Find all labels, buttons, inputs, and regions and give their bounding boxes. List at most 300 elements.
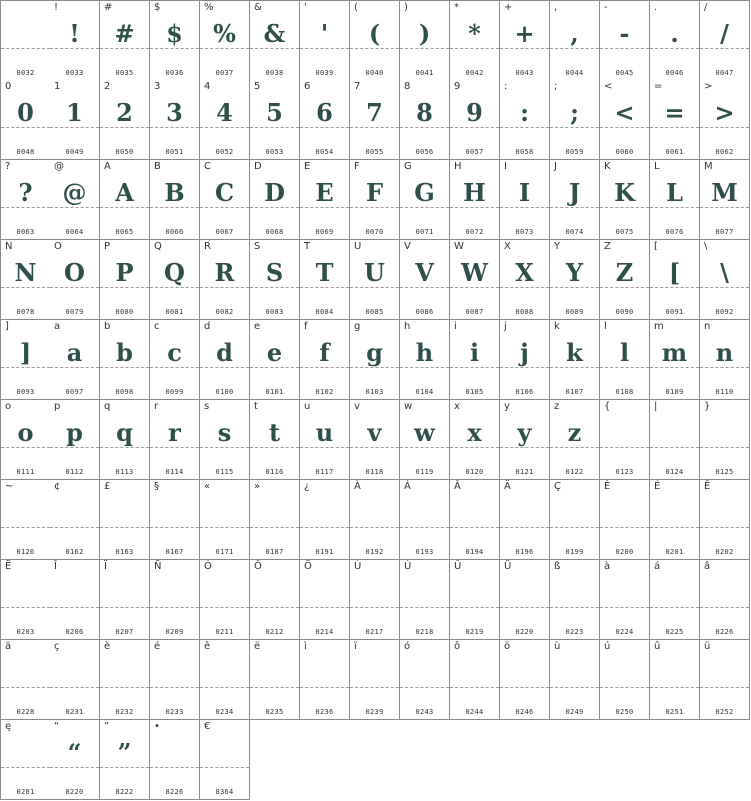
glyph-char-label: 1 [54,81,61,92]
glyph-char-label: ü [704,641,711,652]
glyph-char-label: ¢ [54,481,61,492]
glyph-cell [50,720,100,800]
glyph-sample-text: N [15,256,37,290]
glyph-code: 0076 [665,228,684,236]
glyph-code: 0040 [365,69,384,77]
glyph-char-label: < [604,81,613,92]
glyph-sample [100,17,149,51]
glyph-char-label: Q [154,241,162,252]
glyph-cell [100,0,150,81]
glyph-code: 8364 [215,788,234,796]
glyph-cell [150,0,200,81]
glyph-code: 0228 [16,708,35,716]
glyph-code: 0106 [515,388,534,396]
glyph-sample-text: v [368,416,382,450]
glyph-code: 0220 [515,628,534,636]
glyph-code: 0075 [615,228,634,236]
glyph-sample-text: W [461,256,488,290]
glyph-sample [50,736,99,770]
glyph-char-label: g [354,321,361,332]
glyph-code: 0121 [515,468,534,476]
glyph-char-label: Û [454,561,462,572]
glyph-char-label: > [704,81,713,92]
glyph-code: 0032 [16,69,35,77]
glyph-char-label: ę [5,721,12,732]
glyph-code: 0236 [315,708,334,716]
glyph-code: 0082 [215,308,234,316]
baseline-guide [300,687,349,688]
glyph-cell [500,320,550,400]
glyph-sample [400,256,449,290]
glyph-char-label: p [54,401,61,412]
glyph-code: 0211 [215,628,234,636]
glyph-sample-text: u [316,416,333,450]
glyph-cell [700,320,750,400]
glyph-sample [500,96,549,130]
glyph-char-label: C [204,161,211,172]
glyph-cell [150,80,200,160]
glyph-code: 0246 [515,708,534,716]
baseline-guide [600,607,649,608]
glyph-sample [500,336,549,370]
glyph-cell [50,80,100,160]
glyph-char-label: u [304,401,311,412]
glyph-cell [350,560,400,640]
glyph-cell [100,80,150,160]
glyph-char-label: ? [5,161,11,172]
baseline-guide [550,607,599,608]
baseline-guide [600,527,649,528]
glyph-cell [600,160,650,240]
glyph-char-label: L [654,161,660,172]
glyph-cell [700,80,750,160]
glyph-cell [300,160,350,240]
glyph-code: 0077 [715,228,734,236]
glyph-sample-text: = [664,96,684,130]
glyph-sample [150,256,199,290]
glyph-char-label: ô [454,641,461,652]
glyph-code: 0055 [365,148,384,156]
glyph-cell [500,560,550,640]
glyph-char-label: e [254,321,261,332]
glyph-cell [150,320,200,400]
baseline-guide [50,527,99,528]
glyph-char-label: 8 [404,81,411,92]
glyph-cell [650,320,700,400]
glyph-cell [450,240,500,320]
glyph-sample [300,176,349,210]
glyph-char-label: f [304,321,308,332]
glyph-cell [250,80,300,160]
glyph-cell [500,80,550,160]
glyph-code: 0038 [265,69,284,77]
glyph-code: 0069 [315,228,334,236]
glyph-sample-text: 8 [416,96,433,130]
glyph-code: 0051 [165,148,184,156]
glyph-sample-text: Y [566,256,583,290]
glyph-cell [0,640,51,720]
glyph-sample-text: l [620,336,629,370]
glyph-cell [550,560,600,640]
glyph-sample-text: S [266,256,283,290]
glyph-code: 0162 [65,548,84,556]
baseline-guide [450,687,499,688]
glyph-sample-text: q [116,416,133,450]
glyph-sample [50,256,99,290]
glyph-char-label: Ù [354,561,362,572]
glyph-char-label: / [704,2,708,13]
glyph-code: 0042 [465,69,484,77]
glyph-cell [250,240,300,320]
glyph-sample [450,96,499,130]
glyph-char-label: % [204,2,214,13]
baseline-guide [150,687,199,688]
glyph-sample [50,416,99,450]
glyph-code: 0234 [215,708,234,716]
glyph-code: 0081 [165,308,184,316]
glyph-cell [450,160,500,240]
glyph-cell [700,160,750,240]
baseline-guide [550,527,599,528]
glyph-cell [200,80,250,160]
glyph-code: 0122 [565,468,584,476]
baseline-guide [150,767,199,768]
glyph-cell [200,320,250,400]
glyph-char-label: $ [154,2,161,13]
glyph-sample [200,96,249,130]
glyph-code: 0036 [165,69,184,77]
glyph-char-label: ú [604,641,611,652]
glyph-code: 0224 [615,628,634,636]
glyph-sample [650,17,699,51]
glyph-sample-text: m [662,336,687,370]
baseline-guide [450,607,499,608]
glyph-cell [150,480,200,560]
glyph-code: 0200 [615,548,634,556]
baseline-guide [650,607,699,608]
glyph-char-label: h [404,321,411,332]
glyph-code: 0084 [315,308,334,316]
glyph-sample [550,336,599,370]
glyph-char-label: t [254,401,258,412]
glyph-sample [1,96,50,130]
glyph-cell [50,480,100,560]
glyph-code: 0187 [265,548,284,556]
glyph-cell [300,80,350,160]
glyph-sample [100,336,149,370]
glyph-sample-text: I [519,176,530,210]
glyph-char-label: w [404,401,413,412]
glyph-sample-text: ” [118,736,132,770]
glyph-cell [400,480,450,560]
glyph-sample-text: K [614,176,635,210]
glyph-cell [200,480,250,560]
glyph-code: 0056 [415,148,434,156]
glyph-code: 0050 [115,148,134,156]
glyph-cell [100,240,150,320]
glyph-char-label: F [354,161,360,172]
glyph-code: 0088 [515,308,534,316]
baseline-guide [400,527,449,528]
glyph-cell [200,160,250,240]
glyph-code: 0044 [565,69,584,77]
baseline-guide [200,687,249,688]
baseline-guide [1,48,50,49]
glyph-code: 0250 [615,708,634,716]
baseline-guide [150,527,199,528]
glyph-code: 0045 [615,69,634,77]
glyph-char-label: 0 [5,81,12,92]
glyph-code: 0114 [165,468,184,476]
glyph-cell [450,640,500,720]
glyph-sample [300,416,349,450]
glyph-sample-text: 2 [116,96,133,130]
glyph-code: 0163 [115,548,134,556]
glyph-cell [100,720,150,800]
glyph-char-label: ï [354,641,357,652]
glyph-sample [400,336,449,370]
glyph-sample [700,176,749,210]
glyph-code: 0078 [16,308,35,316]
glyph-code: 0108 [615,388,634,396]
glyph-cell [500,480,550,560]
glyph-sample-text: ! [69,17,80,51]
glyph-sample [1,176,50,210]
glyph-sample-text: 0 [17,96,34,130]
glyph-sample [300,256,349,290]
baseline-guide [200,527,249,528]
glyph-code: 0085 [365,308,384,316]
glyph-char-label: G [404,161,412,172]
glyph-char-label: v [354,401,360,412]
glyph-sample-text: n [716,336,733,370]
glyph-code: 0124 [665,468,684,476]
glyph-cell [550,240,600,320]
glyph-code: 0196 [515,548,534,556]
glyph-sample-text: ) [419,17,430,51]
glyph-sample [550,17,599,51]
glyph-sample [300,96,349,130]
glyph-cell [300,640,350,720]
baseline-guide [400,607,449,608]
glyph-sample-text: k [566,336,583,370]
glyph-sample [200,336,249,370]
glyph-code: 0194 [465,548,484,556]
glyph-sample [650,96,699,130]
glyph-sample-text: < [614,96,634,130]
glyph-char-label: O [54,241,62,252]
glyph-code: 0061 [665,148,684,156]
baseline-guide [100,687,149,688]
glyph-cell [0,400,51,480]
glyph-cell [600,400,650,480]
glyph-sample-text: R [215,256,235,290]
glyph-cell [700,480,750,560]
glyph-char-label: Ú [404,561,412,572]
baseline-guide [200,607,249,608]
glyph-char-label: Ê [704,481,711,492]
glyph-code: 0116 [265,468,284,476]
glyph-code: 0115 [215,468,234,476]
baseline-guide [400,687,449,688]
glyph-sample-text: > [714,96,734,130]
glyph-char-label: J [554,161,557,172]
glyph-code: 0089 [565,308,584,316]
glyph-cell [400,80,450,160]
glyph-sample-text: c [167,336,182,370]
glyph-char-label: \ [704,241,708,252]
glyph-code: 0107 [565,388,584,396]
glyph-char-label: Ü [504,561,512,572]
glyph-char-label: 7 [354,81,361,92]
glyph-cell [350,400,400,480]
glyph-code: 0243 [415,708,434,716]
glyph-char-label: V [404,241,411,252]
glyph-cell [300,240,350,320]
glyph-code: 0117 [315,468,334,476]
glyph-sample-text: ; [570,96,579,130]
glyph-cell [700,0,750,81]
glyph-char-label: È [604,481,611,492]
glyph-sample-text: ' [321,17,328,51]
glyph-char-label: Y [554,241,561,252]
glyph-char-label: E [304,161,311,172]
glyph-cell [100,400,150,480]
glyph-char-label: 9 [454,81,461,92]
glyph-code: 0041 [415,69,434,77]
glyph-code: 0053 [265,148,284,156]
glyph-code: 0083 [265,308,284,316]
glyph-char-label: X [504,241,511,252]
glyph-char-label: ~ [5,481,14,492]
glyph-code: 0206 [65,628,84,636]
glyph-code: 0226 [715,628,734,636]
glyph-cell [700,560,750,640]
glyph-sample [150,176,199,210]
glyph-sample [200,176,249,210]
glyph-code: 0043 [515,69,534,77]
glyph-code: 0105 [465,388,484,396]
glyph-sample [700,336,749,370]
glyph-char-label: é [154,641,161,652]
glyph-sample [700,96,749,130]
glyph-code: 0057 [465,148,484,156]
glyph-cell [600,80,650,160]
glyph-sample [250,336,299,370]
glyph-code: 0033 [65,69,84,77]
glyph-char-label: N [5,241,13,252]
glyph-cell [350,640,400,720]
glyph-code: 0049 [65,148,84,156]
glyph-sample [400,17,449,51]
baseline-guide [1,687,50,688]
glyph-cell [700,400,750,480]
glyph-cell [250,0,300,81]
glyph-char-label: Ó [204,561,212,572]
glyph-cell [600,560,650,640]
glyph-cell [300,560,350,640]
glyph-cell [450,480,500,560]
glyph-sample-text: G [414,176,435,210]
glyph-char-label: y [504,401,510,412]
glyph-cell [0,0,51,81]
glyph-char-label: D [254,161,262,172]
glyph-char-label: Ô [254,561,262,572]
glyph-code: 0047 [715,69,734,77]
baseline-guide [500,687,549,688]
glyph-code: 0091 [665,308,684,316]
glyph-code: 0191 [315,548,334,556]
glyph-sample-text: 7 [366,96,383,130]
glyph-code: 0203 [16,628,35,636]
glyph-cell [250,400,300,480]
glyph-sample-text: , [570,17,578,51]
glyph-sample [400,176,449,210]
baseline-guide [600,687,649,688]
glyph-sample [600,17,649,51]
glyph-cell [400,320,450,400]
glyph-code: 0112 [65,468,84,476]
glyph-cell [150,240,200,320]
glyph-code: 0092 [715,308,734,316]
glyph-cell [50,320,100,400]
glyph-cell [50,240,100,320]
glyph-sample [350,416,399,450]
glyph-sample-text: E [315,176,333,210]
glyph-code: 0074 [565,228,584,236]
glyph-char-label: ] [5,321,9,332]
glyph-code: 0111 [16,468,35,476]
glyph-sample-text: F [366,176,383,210]
glyph-cell [200,240,250,320]
glyph-char-label: i [454,321,457,332]
glyph-char-label: è [104,641,111,652]
glyph-sample-text: ] [20,336,31,370]
glyph-sample [700,256,749,290]
baseline-guide [700,447,749,448]
glyph-cell [0,720,51,800]
glyph-cell [100,560,150,640]
glyph-sample [250,176,299,210]
glyph-char-label: Z [604,241,611,252]
glyph-char-label: } [704,401,711,412]
glyph-code: 0231 [65,708,84,716]
glyph-char-label: q [104,401,111,412]
glyph-sample [550,416,599,450]
glyph-sample-text: + [514,17,534,51]
glyph-sample [100,416,149,450]
glyph-code: 0062 [715,148,734,156]
glyph-sample [150,17,199,51]
baseline-guide [500,527,549,528]
glyph-cell [400,160,450,240]
glyph-cell [550,400,600,480]
glyph-cell [500,400,550,480]
glyph-char-label: € [204,721,211,732]
glyph-sample [600,176,649,210]
glyph-char-label: 6 [304,81,311,92]
glyph-char-label: K [604,161,611,172]
glyph-sample [500,17,549,51]
glyph-code: 0058 [515,148,534,156]
glyph-code: 0066 [165,228,184,236]
glyph-cell [400,400,450,480]
glyph-code: 0192 [365,548,384,556]
baseline-guide [1,527,50,528]
glyph-sample [1,336,50,370]
glyph-code: 0118 [365,468,384,476]
glyph-sample-text: % [213,17,236,51]
